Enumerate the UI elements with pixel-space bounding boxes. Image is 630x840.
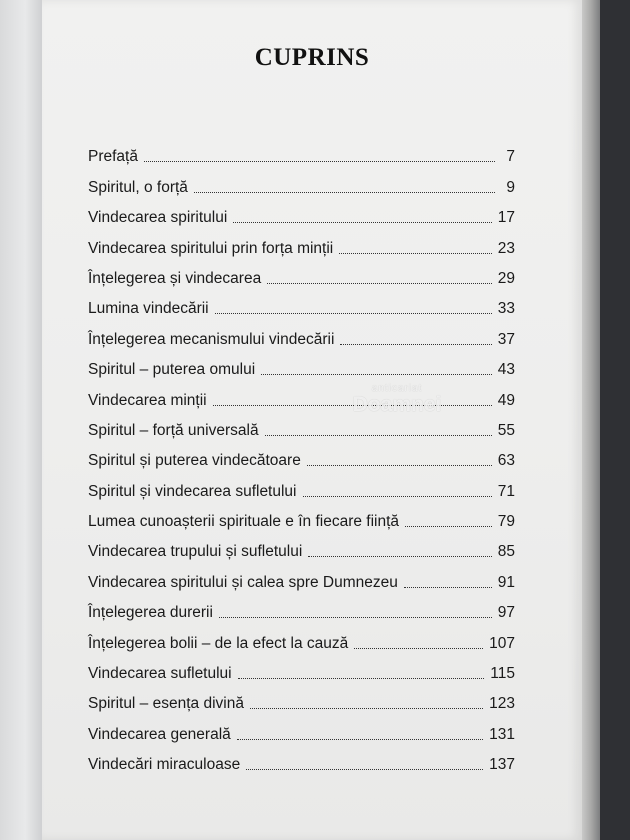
toc-entry bbox=[88, 561, 515, 591]
toc-entry-page: 91 bbox=[497, 573, 515, 591]
toc-entry-title: Vindecarea trupului și sufletului bbox=[88, 543, 303, 561]
dot-leader bbox=[219, 616, 492, 618]
toc-entry-title: Lumina vindecării bbox=[88, 300, 209, 318]
book-page-edge bbox=[582, 0, 600, 840]
toc-entry bbox=[88, 440, 515, 470]
dot-leader bbox=[340, 343, 491, 345]
toc-entry-title: Prefață bbox=[88, 148, 138, 166]
toc-entry bbox=[88, 683, 515, 713]
toc-entry bbox=[88, 379, 515, 409]
dot-leader bbox=[267, 282, 492, 284]
toc-entry-page: 137 bbox=[489, 756, 515, 774]
dot-leader bbox=[237, 738, 483, 740]
toc-entry bbox=[88, 166, 515, 196]
toc-entry-page: 7 bbox=[506, 148, 515, 166]
toc-entry-page: 17 bbox=[497, 209, 515, 227]
toc-entry bbox=[88, 136, 515, 166]
toc-entry-title: Înțelegerea durerii bbox=[88, 604, 213, 622]
toc-entry bbox=[88, 622, 515, 652]
toc-entry-page: 123 bbox=[489, 695, 515, 713]
dot-leader bbox=[308, 555, 491, 557]
dot-leader bbox=[213, 404, 492, 406]
toc-entry bbox=[88, 258, 515, 288]
dot-leader bbox=[261, 373, 492, 375]
dot-leader bbox=[215, 312, 492, 314]
toc-entry-title: Spiritul și vindecarea sufletului bbox=[88, 482, 297, 500]
toc-entry-page: 107 bbox=[489, 634, 515, 652]
toc-entry-title: Spiritul și puterea vindecătoare bbox=[88, 452, 301, 470]
dot-leader bbox=[339, 252, 492, 254]
toc-entry-page: 71 bbox=[497, 482, 515, 500]
toc-entry-title: Înțelegerea mecanismului vindecării bbox=[88, 330, 335, 348]
toc-entry-title: Vindecări miraculoase bbox=[88, 756, 241, 774]
toc-entry-page: 115 bbox=[490, 665, 515, 683]
toc-entry-page: 49 bbox=[497, 391, 515, 409]
toc-entry-title: Spiritul – forță universală bbox=[88, 421, 259, 439]
table-of-contents bbox=[88, 136, 515, 774]
toc-entry bbox=[88, 592, 515, 622]
toc-entry-page: 63 bbox=[497, 452, 515, 470]
toc-entry-title: Înțelegerea și vindecarea bbox=[88, 269, 262, 287]
toc-entry-title: Lumea cunoașterii spirituale e în fiecare ființă bbox=[88, 513, 400, 531]
toc-entry-title: Vindecarea spiritului bbox=[88, 209, 228, 227]
toc-entry-title: Spiritul – puterea omului bbox=[88, 361, 256, 379]
toc-entry-page: 85 bbox=[497, 543, 515, 561]
toc-entry-title: Spiritul – esența divină bbox=[88, 695, 244, 713]
dot-leader bbox=[233, 221, 491, 223]
toc-entry bbox=[88, 410, 515, 440]
toc-entry-page: 9 bbox=[506, 178, 515, 196]
dot-leader bbox=[307, 464, 492, 466]
page-title: CUPRINS bbox=[254, 44, 370, 71]
toc-entry bbox=[88, 288, 515, 318]
photo-background-left bbox=[0, 0, 42, 840]
toc-entry bbox=[88, 227, 515, 257]
toc-entry-title: Vindecarea minții bbox=[88, 391, 207, 409]
toc-entry-title: Vindecarea spiritului prin forța minții bbox=[88, 239, 334, 257]
toc-entry bbox=[88, 501, 515, 531]
dot-leader bbox=[194, 191, 495, 193]
photo-background-right bbox=[600, 0, 630, 840]
dot-leader bbox=[405, 525, 492, 527]
dot-leader bbox=[246, 768, 483, 770]
toc-entry-page: 131 bbox=[489, 725, 515, 743]
toc-entry-title: Vindecarea spiritului și calea spre Dumnezeu bbox=[88, 573, 398, 591]
toc-entry-page: 29 bbox=[497, 269, 515, 287]
toc-entry bbox=[88, 713, 515, 743]
dot-leader bbox=[250, 707, 483, 709]
toc-entry bbox=[88, 197, 515, 227]
watermark-line-2: Doamnei bbox=[352, 393, 442, 416]
dot-leader bbox=[404, 586, 492, 588]
toc-entry bbox=[88, 531, 515, 561]
toc-entry-title: Spiritul, o forță bbox=[88, 178, 188, 196]
toc-entry-page: 43 bbox=[497, 361, 515, 379]
toc-entry-page: 33 bbox=[497, 300, 515, 318]
toc-entry-page: 97 bbox=[497, 604, 515, 622]
toc-entry bbox=[88, 744, 515, 774]
toc-entry bbox=[88, 349, 515, 379]
dot-leader bbox=[354, 647, 483, 649]
toc-entry-page: 23 bbox=[497, 239, 515, 257]
toc-entry-title: Vindecarea sufletului bbox=[88, 665, 232, 683]
toc-entry-page: 37 bbox=[497, 330, 515, 348]
dot-leader bbox=[144, 160, 495, 162]
toc-entry-page: 55 bbox=[497, 421, 515, 439]
toc-entry-page: 79 bbox=[497, 513, 515, 531]
dot-leader bbox=[303, 495, 492, 497]
watermark-line-1: anticariat bbox=[371, 383, 423, 394]
toc-entry bbox=[88, 470, 515, 500]
toc-entry-title: Vindecarea generală bbox=[88, 725, 231, 743]
dot-leader bbox=[238, 677, 485, 679]
toc-entry bbox=[88, 318, 515, 348]
toc-entry bbox=[88, 653, 515, 683]
toc-entry-title: Înțelegerea bolii – de la efect la cauză bbox=[88, 634, 349, 652]
dot-leader bbox=[265, 434, 492, 436]
